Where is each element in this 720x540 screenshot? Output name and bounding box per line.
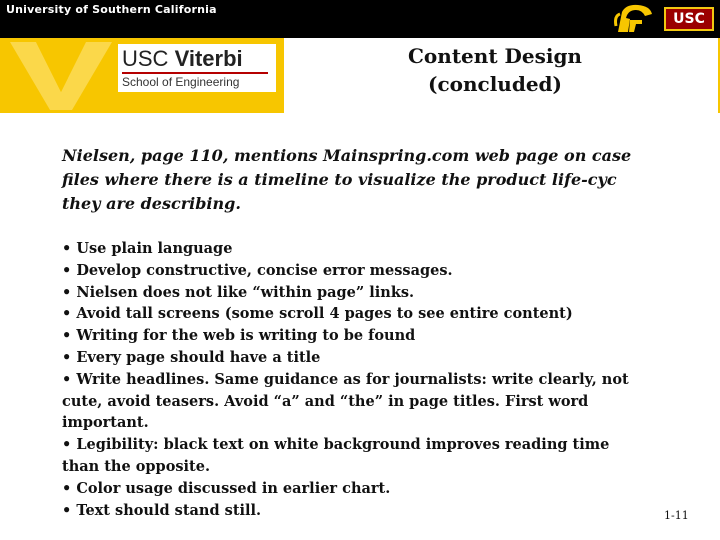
bullet-line: • Nielsen does not like “within page” links. bbox=[62, 283, 415, 301]
viterbi-logo bbox=[118, 44, 276, 92]
title-line-2: (concluded) bbox=[428, 72, 562, 96]
viterbi-name: Viterbi bbox=[174, 46, 243, 71]
bullet-line: • Color usage discussed in earlier chart. bbox=[62, 479, 391, 497]
bullet-line: cute, avoid teasers. Avoid “a” and “the” in page titles. First word bbox=[62, 392, 589, 410]
top-bar bbox=[0, 0, 720, 38]
intro-line: they are describing. bbox=[62, 194, 241, 213]
bullet-line: • Every page should have a title bbox=[62, 348, 321, 366]
bullet-line: • Avoid tall screens (some scroll 4 pages to see entire content) bbox=[62, 305, 573, 323]
trojan-head-icon bbox=[612, 2, 656, 36]
university-name: University of Southern California bbox=[6, 3, 217, 16]
bullet-list bbox=[62, 238, 718, 521]
bullet-line: • Text should stand still. bbox=[62, 501, 262, 519]
bullet-line: • Write headlines. Same guidance as for journalists: write clearly, not bbox=[62, 370, 629, 388]
intro-line: files where there is a timeline to visualize the product life-cyc bbox=[62, 170, 617, 189]
bullet-line: than the opposite. bbox=[62, 457, 211, 475]
viterbi-usc: USC bbox=[122, 46, 169, 71]
title-area bbox=[284, 38, 718, 113]
bullet-line: • Develop constructive, concise error messages. bbox=[62, 261, 453, 279]
viterbi-school: School of Engineering bbox=[122, 75, 240, 89]
bullet-line: important. bbox=[62, 414, 149, 432]
usc-logo: USC bbox=[664, 7, 714, 31]
slide-title bbox=[380, 42, 610, 98]
bullet-line: • Writing for the web is writing to be found bbox=[62, 327, 416, 345]
bullet-line: • Use plain language bbox=[62, 240, 233, 257]
intro-line: Nielsen, page 110, mentions Mainspring.com web page on case bbox=[62, 146, 632, 165]
title-line-1: Content Design bbox=[408, 44, 582, 68]
intro-paragraph bbox=[62, 144, 720, 216]
bullet-line: • Legibility: black text on white background improves reading time bbox=[62, 436, 610, 454]
viterbi-divider bbox=[122, 72, 268, 74]
viterbi-v-icon bbox=[6, 40, 116, 112]
page-number: 1-11 bbox=[664, 509, 689, 522]
